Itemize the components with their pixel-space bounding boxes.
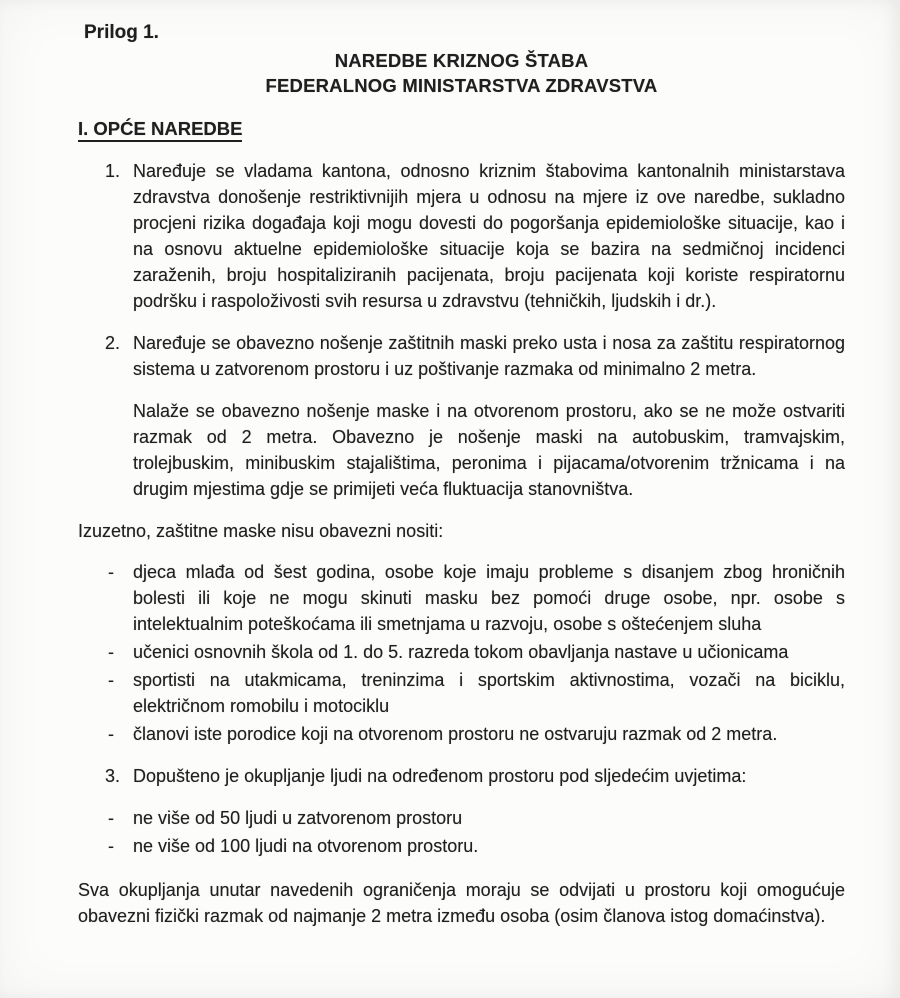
document-title [78,48,845,98]
list-item-text: učenici osnovnih škola od 1. do 5. razreda tokom obavljanja nastave u učionicama [133,642,789,662]
closing-paragraph: Sva okupljanja unutar navedenih ograničenja moraju se odvijati u prostoru koji omogućuje obavezni fizički razmak od najmanje 2 metra između osoba (osim članova istog domaćinstva). [78,880,845,926]
list-item-text: ne više od 50 ljudi u zatvorenom prostoru [133,808,463,828]
order-item-1 [78,158,845,314]
list-item-text: članovi iste porodice koji na otvorenom prostoru ne ostvaruju razmak od 2 metra. [133,724,778,744]
list-item [78,639,845,665]
order-number: 1. [105,161,121,181]
document-title-line-2: FEDERALNOG MINISTARSTVA ZDRAVSTVA [265,75,658,96]
list-item [78,667,845,719]
order-text: Naređuje se vladama kantona, odnosno kriznim štabovima kantonalnih ministarstava zdravstva donošenje restriktivnijih mjera u odnosu na mjere iz ove naredbe, sukladno procjeni rizika događaja koji mogu dovesti do pogoršanja epidemiološke situacije, kao i na osnovu aktuelne epidemiološke situacije koja se bazira na sedmičnoj incidenci zaraženih, broju hospitaliziranih pacijenata, broju pacijenata koji koriste respiratornu podršku i raspoloživosti svih resursa u zdravstvu (tehničkih, ljudskih i dr.). [133,161,845,311]
list-item [78,805,845,831]
dash-marker: - [108,670,114,690]
order-2-continuation-paragraph: Nalaže se obavezno nošenje maske i na otvorenom prostoru, ako se ne može ostvariti razmak od 2 metra. Obavezno je nošenje maski na autobuskim, tramvajskim, trolejbuskim, minibuskim stajalištima, peronima i pijacama/otvorenim tržnicama i na drugim mjestima gdje se primijeti veća fluktuacija stanovništva. [133,401,845,499]
order-number: 2. [105,333,121,353]
list-item-text: sportisti na utakmicama, treninzima i sportskim aktivnostima, vozači na biciklu, električnom romobilu i motociklu [133,670,845,716]
list-item-text: djeca mlađa od šest godina, osobe koje imaju probleme s disanjem zbog hroničnih bolesti ili koje ne mogu skinuti masku bez pomoći druge osobe, npr. osobe s intelektualnim poteškoćama ili smetnjama u razvoju, osobe s oštećenjem sluha [133,562,845,634]
section-heading [78,116,845,142]
dash-marker: - [108,836,114,856]
dash-marker: - [108,808,114,828]
order-text: Dopušteno je okupljanje ljudi na određenom prostoru pod sljedećim uvjetima: [133,766,747,786]
mask-exceptions-intro: Izuzetno, zaštitne maske nisu obavezni nositi: [78,521,444,541]
list-item [78,559,845,637]
annex-label: Prilog 1. [84,22,159,43]
gathering-conditions-list [78,805,845,859]
list-item [78,833,845,859]
mask-exceptions-list [78,559,845,747]
section-heading-text: I. OPĆE NAREDBE [78,118,242,142]
document-title-line-1: NAREDBE KRIZNOG ŠTABA [334,50,589,71]
list-item [78,721,845,747]
dash-marker: - [108,642,114,662]
list-item-text: ne više od 100 ljudi na otvorenom prostoru. [133,836,479,856]
order-text: Naređuje se obavezno nošenje zaštitnih maski preko usta i nosa za zaštitu respiratornog sistema u zatvorenom prostoru i uz poštivanje razmaka od minimalno 2 metra. [133,333,845,379]
dash-marker: - [108,562,114,582]
order-item-2 [78,330,845,382]
order-item-3 [78,763,845,789]
order-number: 3. [105,766,121,786]
dash-marker: - [108,724,114,744]
